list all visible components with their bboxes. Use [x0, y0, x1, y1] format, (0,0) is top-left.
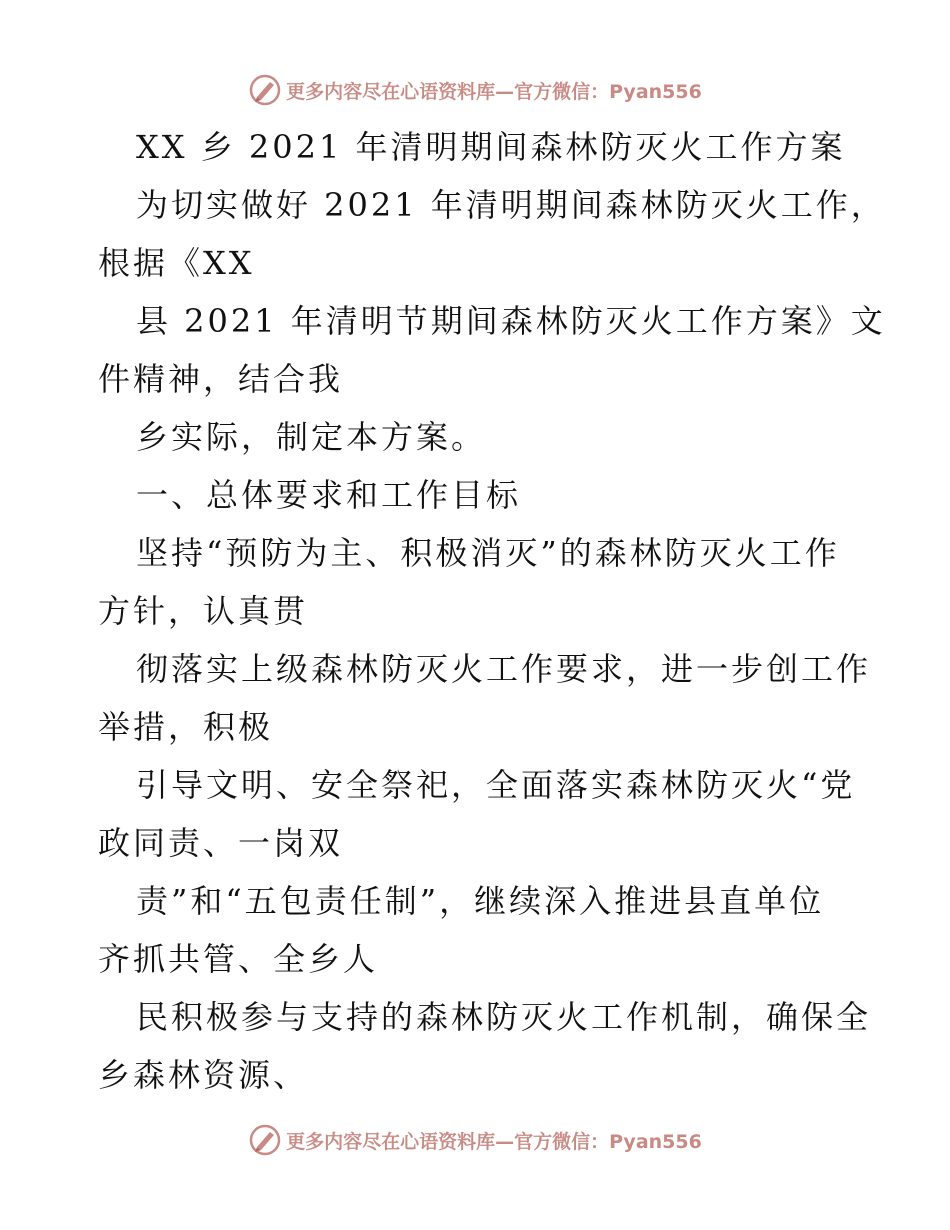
paragraph-line: 县 2021 年清明节期间森林防灭火工作方案》文	[136, 302, 886, 340]
paragraph-line: 政同责、一岗双	[98, 824, 344, 862]
watermark-text: 更多内容尽在心语资料库—官方微信：Pyan556	[286, 80, 702, 103]
document-body	[98, 118, 886, 1104]
paragraph-line: 彻落实上级森林防灭火工作要求，进一步创工作	[136, 650, 872, 688]
pen-logo-icon	[248, 1123, 282, 1157]
paragraph-line: 乡森林资源、	[98, 1056, 309, 1094]
paragraph-line: 方针，认真贯	[98, 592, 309, 630]
paragraph-line: 引导文明、安全祭祀，全面落实森林防灭火“党	[136, 766, 856, 804]
paragraph-line: 责”和“五包责任制”，继续深入推进县直单位	[136, 882, 825, 920]
section-heading: 一、总体要求和工作目标	[136, 476, 522, 514]
pen-logo-icon	[248, 73, 282, 107]
paragraph-line: 齐抓共管、全乡人	[98, 940, 379, 978]
paragraph-line: 举措，积极	[98, 708, 274, 746]
paragraph-line: 件精神，结合我	[98, 360, 344, 398]
footer-watermark	[0, 1120, 950, 1160]
paragraph-line: 为切实做好 2021 年清明期间森林防灭火工作，	[136, 186, 886, 224]
paragraph-line: 坚持“预防为主、积极消灭”的森林防灭火工作	[136, 534, 840, 572]
paragraph-line: 乡实际，制定本方案。	[136, 418, 487, 456]
document-title: XX 乡 2021 年清明期间森林防灭火工作方案	[136, 128, 846, 166]
paragraph-line: 民积极参与支持的森林防灭火工作机制，确保全	[136, 998, 872, 1036]
watermark-text: 更多内容尽在心语资料库—官方微信：Pyan556	[286, 1130, 702, 1153]
paragraph-line: 根据《XX	[98, 244, 255, 282]
header-watermark	[0, 70, 950, 110]
